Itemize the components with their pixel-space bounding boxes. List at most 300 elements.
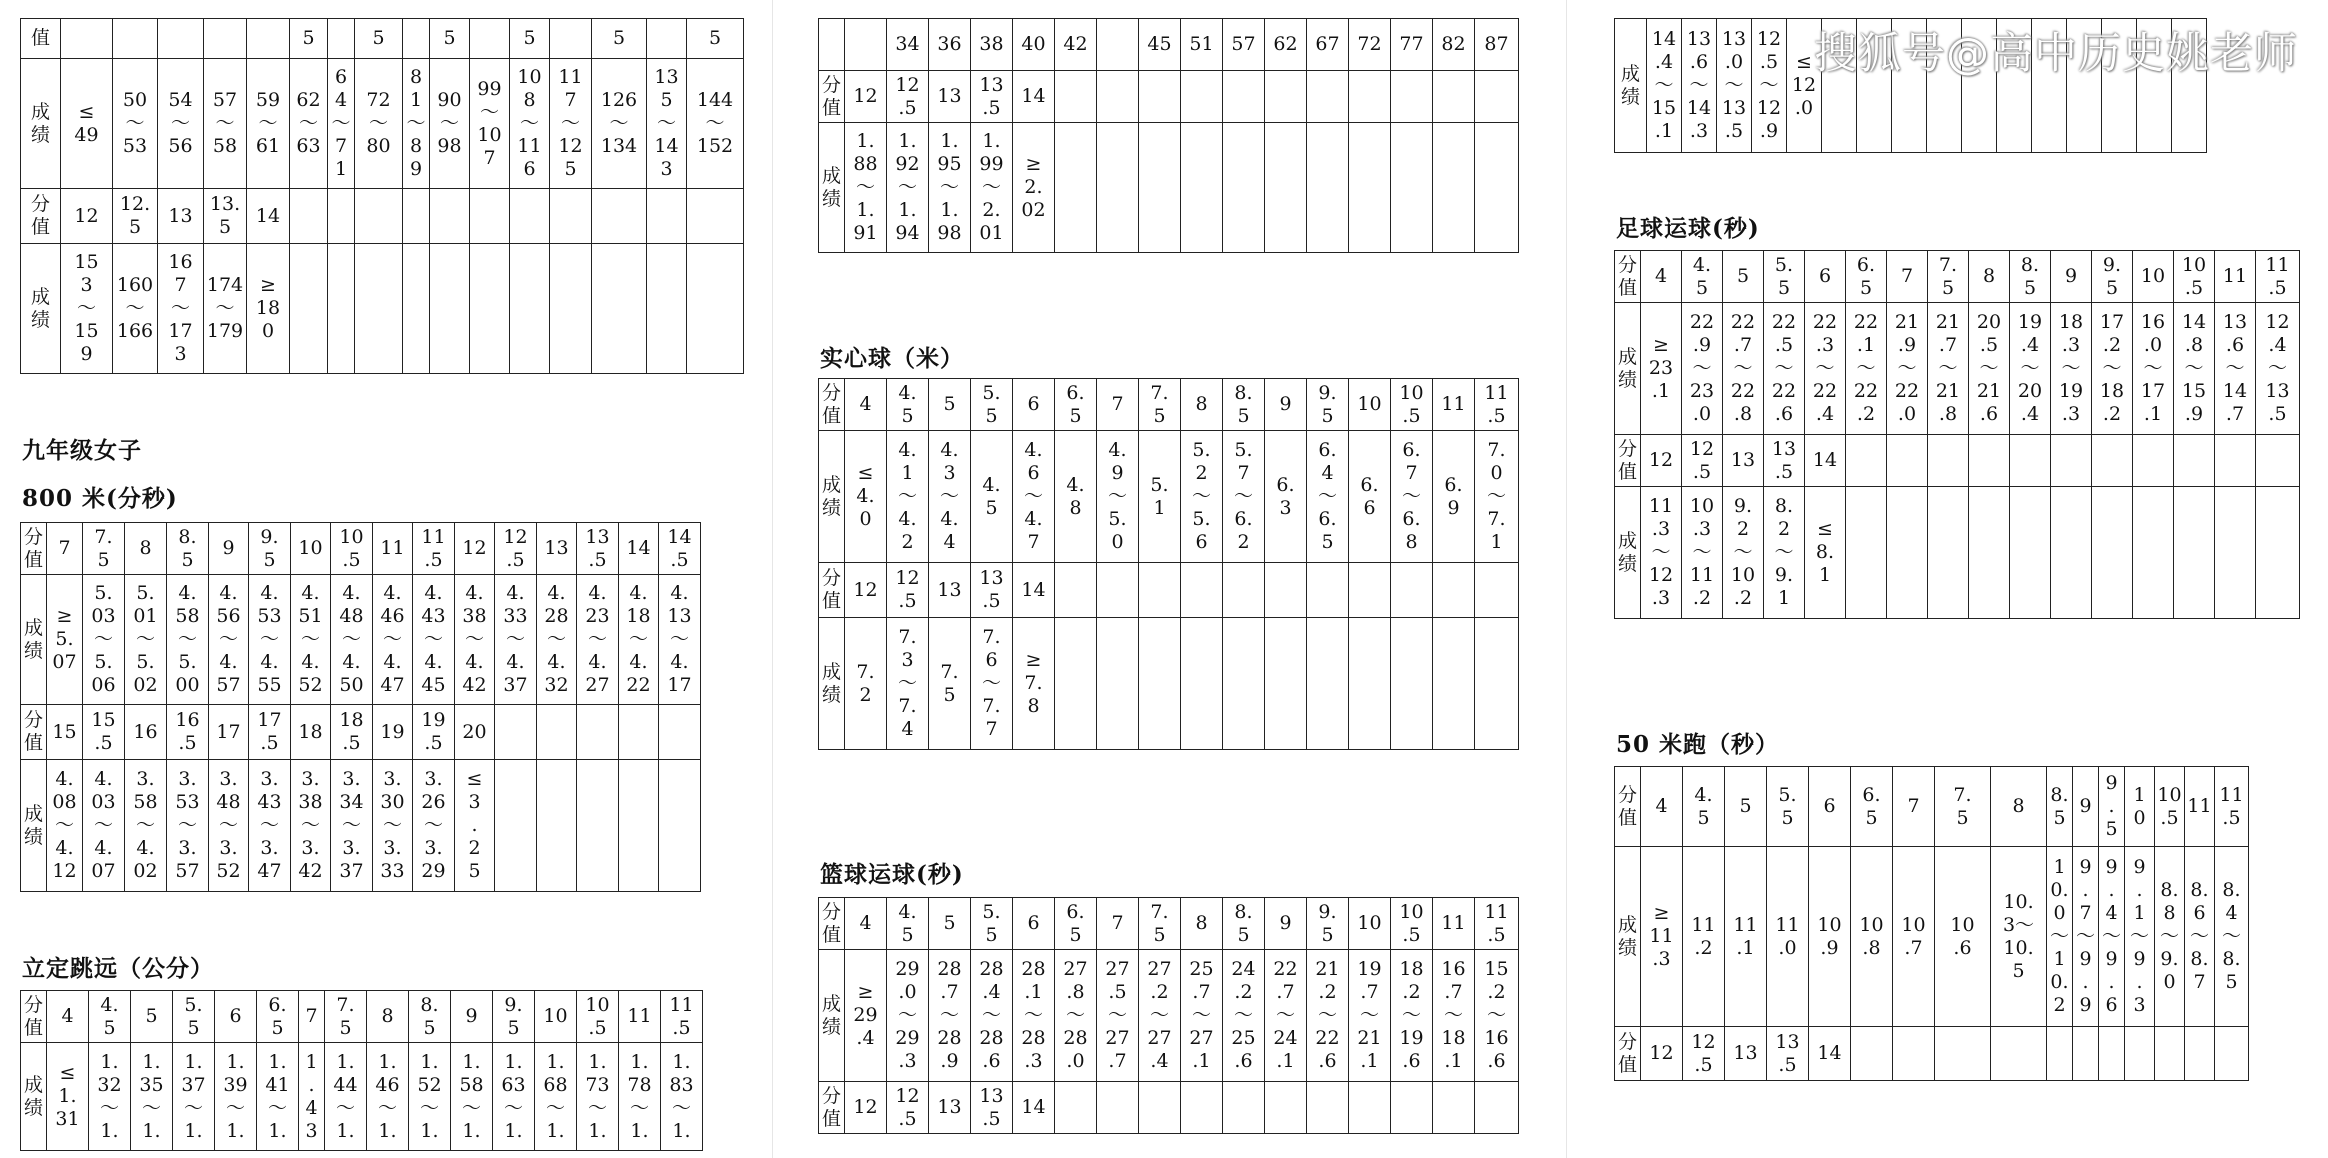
- table-cell: 14: [1013, 71, 1055, 123]
- table-cell: 6: [215, 991, 257, 1043]
- section-title: 立定跳远（公分）: [22, 955, 214, 982]
- table-cell: 6. 3: [1265, 431, 1307, 563]
- table-cell: 5. 7 ～ 6. 2: [1223, 431, 1265, 563]
- table-row: [819, 431, 1519, 563]
- table-cell: 4: [1641, 767, 1683, 847]
- grade-heading: 九年级女子: [22, 437, 142, 464]
- table-cell: 72 ～ 80: [355, 59, 403, 189]
- table-cell: [1181, 618, 1223, 750]
- table-cell: ≥ 11 .3: [1641, 847, 1683, 1027]
- table-cell: 12: [1641, 435, 1682, 487]
- table-cell: [1223, 563, 1265, 618]
- table-cell: 4. 13 ～ 4. 17: [659, 575, 701, 705]
- table-cell: 7. 0 ～ 7. 1: [1475, 431, 1519, 563]
- table-row: [1615, 303, 2300, 435]
- table-row: [1615, 435, 2300, 487]
- table-cell: 9 . 7 ～ 9 . 9: [2073, 847, 2099, 1027]
- table-cell: [1265, 123, 1307, 253]
- table-cell: 19 .5: [413, 705, 455, 760]
- table-row: [819, 618, 1519, 750]
- table-cell: 13 .6 ～ 14 .7: [2215, 303, 2256, 435]
- table-cell: ≤ 8. 1: [1805, 487, 1846, 619]
- table-cell: 7. 5: [325, 991, 367, 1043]
- table-cell: [2256, 435, 2300, 487]
- table-cell: 9: [1265, 898, 1307, 950]
- table-cell: 4. 33 ～ 4. 37: [495, 575, 537, 705]
- table-cell: 4. 5: [1682, 251, 1723, 303]
- table-cell: [1475, 618, 1519, 750]
- table-cell: 7. 3 ～ 7. 4: [887, 618, 929, 750]
- table-cell: [1265, 618, 1307, 750]
- table-cell: 11 .0: [1767, 847, 1809, 1027]
- table-cell: [1991, 1027, 2047, 1081]
- table-row: [819, 898, 1519, 950]
- table-cell: [1223, 1082, 1265, 1134]
- table-row: [1615, 251, 2300, 303]
- table-cell: 12 .5: [1683, 1027, 1725, 1081]
- row-header-cell: 成 绩: [21, 59, 61, 189]
- table-cell: 5: [290, 19, 328, 59]
- table-cell: [1846, 435, 1887, 487]
- table-cell: 5: [929, 898, 971, 950]
- table-cell: 6. 5: [1851, 767, 1893, 847]
- table-cell: 5: [1725, 767, 1767, 847]
- table-cell: 3. 38 ～ 3. 42: [291, 760, 331, 892]
- table-cell: 1 0: [2125, 767, 2155, 847]
- table-cell: [1181, 71, 1223, 123]
- table-cell: [1887, 435, 1928, 487]
- table-cell: [403, 244, 430, 374]
- score-table-block: [20, 522, 701, 892]
- table-cell: [1139, 123, 1181, 253]
- table-cell: [2185, 1027, 2215, 1081]
- row-header-cell: 分 值: [819, 1082, 845, 1134]
- table-cell: 4. 28 ～ 4. 32: [537, 575, 577, 705]
- table-cell: 11 .1: [1725, 847, 1767, 1027]
- table-cell: ≤ 49: [61, 59, 113, 189]
- table-cell: 5. 1: [1139, 431, 1181, 563]
- table-cell: 50 ～ 53: [113, 59, 158, 189]
- table-cell: [619, 760, 659, 892]
- score-table-block: [20, 18, 744, 374]
- score-table: [1614, 766, 2249, 1081]
- table-cell: [158, 19, 204, 59]
- table-cell: [1307, 563, 1349, 618]
- table-cell: [2174, 487, 2215, 619]
- table-cell: 13 .5: [971, 1082, 1013, 1134]
- table-cell: 28 .4 ～ 28 .6: [971, 950, 1013, 1082]
- table-cell: 10. 0～ 10. 2: [2047, 847, 2073, 1027]
- table-cell: 13: [929, 1082, 971, 1134]
- table-cell: 5: [687, 19, 744, 59]
- table-cell: 11: [1433, 379, 1475, 431]
- table-cell: [2133, 435, 2174, 487]
- table-cell: 6: [1013, 898, 1055, 950]
- table-cell: 17 .2 ～ 18 .2: [2092, 303, 2133, 435]
- table-cell: 77: [1391, 19, 1433, 71]
- score-table: [818, 897, 1519, 1134]
- table-cell: [495, 705, 537, 760]
- table-cell: ≥ 2. 02: [1013, 123, 1055, 253]
- table-cell: 14: [1809, 1027, 1851, 1081]
- table-cell: 7. 5: [929, 618, 971, 750]
- table-cell: 10 .9: [1809, 847, 1851, 1027]
- table-cell: [1969, 487, 2010, 619]
- table-cell: [1097, 123, 1139, 253]
- row-header-cell: 成 绩: [21, 1043, 47, 1151]
- table-cell: 4. 18 ～ 4. 22: [619, 575, 659, 705]
- table-cell: [1139, 71, 1181, 123]
- table-cell: 8. 5: [409, 991, 451, 1043]
- table-cell: 9: [1265, 379, 1307, 431]
- row-header-cell: 成 绩: [1615, 847, 1641, 1027]
- table-cell: [510, 189, 550, 244]
- table-cell: 34: [887, 19, 929, 71]
- row-header-cell: 分 值: [21, 189, 61, 244]
- column-divider: [1566, 0, 1567, 1158]
- table-cell: 16 .5: [167, 705, 209, 760]
- table-cell: [2174, 435, 2215, 487]
- table-cell: ≥ 18 0: [247, 244, 290, 374]
- row-header-cell: 分 值: [1615, 251, 1641, 303]
- table-cell: [1307, 618, 1349, 750]
- table-cell: ≥ 29 .4: [845, 950, 887, 1082]
- table-cell: 7: [47, 523, 83, 575]
- page-column-middle: [818, 0, 1558, 1158]
- row-header-cell: 分 值: [1615, 1027, 1641, 1081]
- table-cell: 13 5 ～ 14 3: [647, 59, 687, 189]
- table-cell: 1. 73 ～ 1.: [577, 1043, 619, 1151]
- row-header-cell: 成 绩: [1615, 303, 1641, 435]
- table-cell: 6. 5: [257, 991, 299, 1043]
- table-cell: 9. 5: [2092, 251, 2133, 303]
- table-cell: 14: [1013, 563, 1055, 618]
- table-cell: 99 ～ 10 7: [470, 59, 510, 189]
- table-cell: [550, 244, 592, 374]
- table-cell: 126 ～ 134: [592, 59, 647, 189]
- table-cell: [1181, 1082, 1223, 1134]
- table-cell: [1223, 618, 1265, 750]
- table-cell: 14 .8 ～ 15 .9: [2174, 303, 2215, 435]
- table-cell: 10 .5: [331, 523, 373, 575]
- table-cell: 3. 26 ～ 3. 29: [413, 760, 455, 892]
- table-cell: 13: [1723, 435, 1764, 487]
- table-row: [21, 705, 701, 760]
- table-row: [21, 575, 701, 705]
- table-cell: [659, 705, 701, 760]
- table-cell: 8: [1969, 251, 2010, 303]
- table-cell: 7. 5: [1928, 251, 1969, 303]
- table-cell: 8. 5: [1223, 898, 1265, 950]
- table-cell: 27 .2 ～ 27 .4: [1139, 950, 1181, 1082]
- table-row: [21, 991, 703, 1043]
- table-cell: [1139, 563, 1181, 618]
- table-cell: 11 7 ～ 12 5: [550, 59, 592, 189]
- table-cell: 5. 01 ～ 5. 02: [125, 575, 167, 705]
- table-cell: [1349, 71, 1391, 123]
- table-cell: [1349, 123, 1391, 253]
- table-cell: 12 .5 ～ 12 .9: [1752, 19, 1787, 153]
- table-cell: 144 ～ 152: [687, 59, 744, 189]
- table-cell: [1851, 1027, 1893, 1081]
- table-row: [21, 59, 744, 189]
- table-cell: [1475, 71, 1519, 123]
- table-cell: 45: [1139, 19, 1181, 71]
- table-cell: 12 .5: [1682, 435, 1723, 487]
- section-title: 足球运球(秒): [1616, 215, 1760, 242]
- table-cell: 1. 63 ～ 1.: [493, 1043, 535, 1151]
- row-header-cell: 分 值: [1615, 435, 1641, 487]
- table-cell: 1. 78 ～ 1.: [619, 1043, 661, 1151]
- score-table: [818, 18, 1519, 253]
- table-cell: 12: [845, 71, 887, 123]
- table-cell: [2010, 435, 2051, 487]
- table-cell: 1. 32 ～ 1.: [89, 1043, 131, 1151]
- table-cell: 17: [209, 705, 249, 760]
- table-cell: 13 .0 ～ 13 .5: [1717, 19, 1752, 153]
- score-table: [20, 990, 703, 1151]
- table-cell: 10: [1349, 898, 1391, 950]
- table-cell: 6. 9: [1433, 431, 1475, 563]
- table-cell: 6. 5: [1055, 898, 1097, 950]
- table-cell: [1055, 1082, 1097, 1134]
- table-cell: 10 8 ～ 11 6: [510, 59, 550, 189]
- table-cell: 13 .5: [1767, 1027, 1809, 1081]
- table-cell: 11 .3 ～ 12 .3: [1641, 487, 1682, 619]
- table-cell: [290, 189, 328, 244]
- table-cell: 10 .5: [577, 991, 619, 1043]
- table-cell: [204, 19, 247, 59]
- table-cell: [687, 189, 744, 244]
- table-cell: 5. 5: [1764, 251, 1805, 303]
- table-row: [1615, 767, 2249, 847]
- table-cell: [1846, 487, 1887, 619]
- table-row: [21, 523, 701, 575]
- table-cell: 28 .7 ～ 28 .9: [929, 950, 971, 1082]
- table-cell: 1. 95 ～ 1. 98: [929, 123, 971, 253]
- table-cell: 10 .3 ～ 11 .2: [1682, 487, 1723, 619]
- table-cell: 8. 5: [1223, 379, 1265, 431]
- table-cell: [290, 244, 328, 374]
- table-cell: 12. 5: [113, 189, 158, 244]
- table-cell: [1307, 123, 1349, 253]
- table-cell: 9. 5: [493, 991, 535, 1043]
- table-cell: 22 .3 ～ 22 .4: [1805, 303, 1846, 435]
- table-cell: [1969, 435, 2010, 487]
- score-table-block: [20, 990, 703, 1151]
- table-cell: 8: [1181, 898, 1223, 950]
- table-row: [819, 123, 1519, 253]
- table-cell: 4: [1641, 251, 1682, 303]
- table-cell: [328, 189, 355, 244]
- table-cell: [1223, 71, 1265, 123]
- table-cell: 14: [1805, 435, 1846, 487]
- table-cell: 18 .2 ～ 19 .6: [1391, 950, 1433, 1082]
- table-cell: 13: [1725, 1027, 1767, 1081]
- table-cell: [1391, 1082, 1433, 1134]
- table-cell: [328, 244, 355, 374]
- table-cell: 11: [619, 991, 661, 1043]
- table-cell: 3. 34 ～ 3. 37: [331, 760, 373, 892]
- table-cell: [1097, 71, 1139, 123]
- table-cell: 59 ～ 61: [247, 59, 290, 189]
- table-cell: [1928, 487, 1969, 619]
- table-cell: 72: [1349, 19, 1391, 71]
- table-cell: 6: [1805, 251, 1846, 303]
- table-cell: [430, 244, 470, 374]
- score-table-block: [818, 18, 1519, 253]
- table-row: [21, 1043, 703, 1151]
- table-cell: [2073, 1027, 2099, 1081]
- row-header-cell: 成 绩: [819, 123, 845, 253]
- table-cell: 36: [929, 19, 971, 71]
- score-table-block: [1614, 250, 2300, 619]
- table-cell: 4. 9 ～ 5. 0: [1097, 431, 1139, 563]
- table-cell: 11: [2185, 767, 2215, 847]
- table-cell: 8. 8 ～ 9. 0: [2155, 847, 2185, 1027]
- table-cell: 8: [125, 523, 167, 575]
- table-cell: 13 .5: [1764, 435, 1805, 487]
- table-cell: 7: [299, 991, 325, 1043]
- table-cell: 11 .5: [413, 523, 455, 575]
- table-cell: 10: [2133, 251, 2174, 303]
- table-cell: 11 .5: [1475, 898, 1519, 950]
- table-cell: [1475, 563, 1519, 618]
- table-cell: [1887, 487, 1928, 619]
- table-cell: 4. 8: [1055, 431, 1097, 563]
- table-cell: 10 .8: [1851, 847, 1893, 1027]
- table-cell: 1. 35 ～ 1.: [131, 1043, 173, 1151]
- table-cell: 28 .1 ～ 28 .3: [1013, 950, 1055, 1082]
- row-header-cell: 成 绩: [21, 244, 61, 374]
- table-cell: [2099, 1027, 2125, 1081]
- table-cell: 4. 5: [89, 991, 131, 1043]
- table-cell: [1893, 1027, 1935, 1081]
- table-cell: [647, 189, 687, 244]
- table-cell: ≥ 5. 07: [47, 575, 83, 705]
- table-cell: 3. 53 ～ 3. 57: [167, 760, 209, 892]
- table-row: [819, 379, 1519, 431]
- table-cell: [1391, 123, 1433, 253]
- table-cell: 7: [1893, 767, 1935, 847]
- score-table: [818, 378, 1519, 750]
- table-cell: 12: [455, 523, 495, 575]
- table-cell: 11 .5: [2215, 767, 2249, 847]
- column-divider: [772, 0, 773, 1158]
- table-cell: [470, 189, 510, 244]
- score-table-block: [818, 378, 1519, 750]
- table-cell: [1097, 563, 1139, 618]
- table-cell: 12 .4 ～ 13 .5: [2256, 303, 2300, 435]
- table-cell: 22 .7 ～ 24 .1: [1265, 950, 1307, 1082]
- table-cell: ≤ 12 .0: [1787, 19, 1822, 153]
- row-header-cell: 值: [21, 19, 61, 59]
- table-cell: 13: [929, 563, 971, 618]
- table-cell: 54 ～ 56: [158, 59, 204, 189]
- table-cell: 6 4 ～ 7 1: [328, 59, 355, 189]
- table-cell: 4. 3 ～ 4. 4: [929, 431, 971, 563]
- table-cell: [1307, 71, 1349, 123]
- table-cell: 7. 5: [1935, 767, 1991, 847]
- row-header-cell: 分 值: [819, 898, 845, 950]
- table-cell: 9. 2 ～ 10 .2: [1723, 487, 1764, 619]
- table-cell: 4. 08 ～ 4. 12: [47, 760, 83, 892]
- table-cell: 19 .7 ～ 21 .1: [1349, 950, 1391, 1082]
- table-cell: 174 ～ 179: [204, 244, 247, 374]
- table-cell: 9. 5: [249, 523, 291, 575]
- table-cell: 57: [1223, 19, 1265, 71]
- table-cell: 7: [1097, 898, 1139, 950]
- row-header-cell: 分 值: [21, 705, 47, 760]
- table-cell: [355, 244, 403, 374]
- table-cell: 82: [1433, 19, 1475, 71]
- table-cell: 6. 7 ～ 6. 8: [1391, 431, 1433, 563]
- table-cell: [1265, 71, 1307, 123]
- table-cell: 5: [929, 379, 971, 431]
- row-header-cell: 成 绩: [819, 618, 845, 750]
- table-cell: 6: [1809, 767, 1851, 847]
- table-cell: [61, 19, 113, 59]
- table-cell: 4. 58 ～ 5. 00: [167, 575, 209, 705]
- table-cell: [1433, 71, 1475, 123]
- row-header-cell: 成 绩: [21, 575, 47, 705]
- row-header-cell: 分 值: [21, 523, 47, 575]
- table-cell: [1097, 19, 1139, 71]
- table-cell: [537, 705, 577, 760]
- table-cell: 8.5: [2047, 767, 2073, 847]
- table-cell: 4. 5: [887, 379, 929, 431]
- table-cell: 3. 43 ～ 3. 47: [249, 760, 291, 892]
- table-cell: 8: [1991, 767, 2047, 847]
- table-cell: 5: [355, 19, 403, 59]
- table-cell: 160 ～ 166: [113, 244, 158, 374]
- table-cell: 14 .4 ～ 15 .1: [1647, 19, 1682, 153]
- table-cell: 5: [131, 991, 173, 1043]
- table-row: [819, 950, 1519, 1082]
- table-cell: 9. 5: [1307, 379, 1349, 431]
- row-header-cell: 成 绩: [819, 950, 845, 1082]
- table-cell: [1097, 618, 1139, 750]
- table-cell: [659, 760, 701, 892]
- table-cell: [247, 19, 290, 59]
- table-cell: 3. 30 ～ 3. 33: [373, 760, 413, 892]
- table-cell: 5: [510, 19, 550, 59]
- table-cell: 14: [619, 523, 659, 575]
- table-cell: 6. 6: [1349, 431, 1391, 563]
- table-cell: [2133, 487, 2174, 619]
- table-cell: 5. 03 ～ 5. 06: [83, 575, 125, 705]
- row-header-cell: 分 值: [819, 563, 845, 618]
- table-cell: 7. 5: [1139, 898, 1181, 950]
- table-cell: 11 .2: [1683, 847, 1725, 1027]
- table-cell: [2051, 487, 2092, 619]
- table-cell: 16 7 ～ 17 3: [158, 244, 204, 374]
- table-cell: [845, 19, 887, 71]
- table-cell: [1265, 1082, 1307, 1134]
- table-cell: 11 .5: [661, 991, 703, 1043]
- table-cell: 18 .3 ～ 19 .3: [2051, 303, 2092, 435]
- table-cell: 6. 4 ～ 6. 5: [1307, 431, 1349, 563]
- table-cell: [113, 19, 158, 59]
- table-cell: 6. 5: [1846, 251, 1887, 303]
- table-cell: 87: [1475, 19, 1519, 71]
- table-cell: 18 .5: [331, 705, 373, 760]
- table-cell: 1. 58 ～ 1.: [451, 1043, 493, 1151]
- section-title: 800 米(分秒): [22, 485, 178, 512]
- row-header-cell: 分 值: [819, 379, 845, 431]
- table-row: [819, 563, 1519, 618]
- table-row: [1615, 487, 2300, 619]
